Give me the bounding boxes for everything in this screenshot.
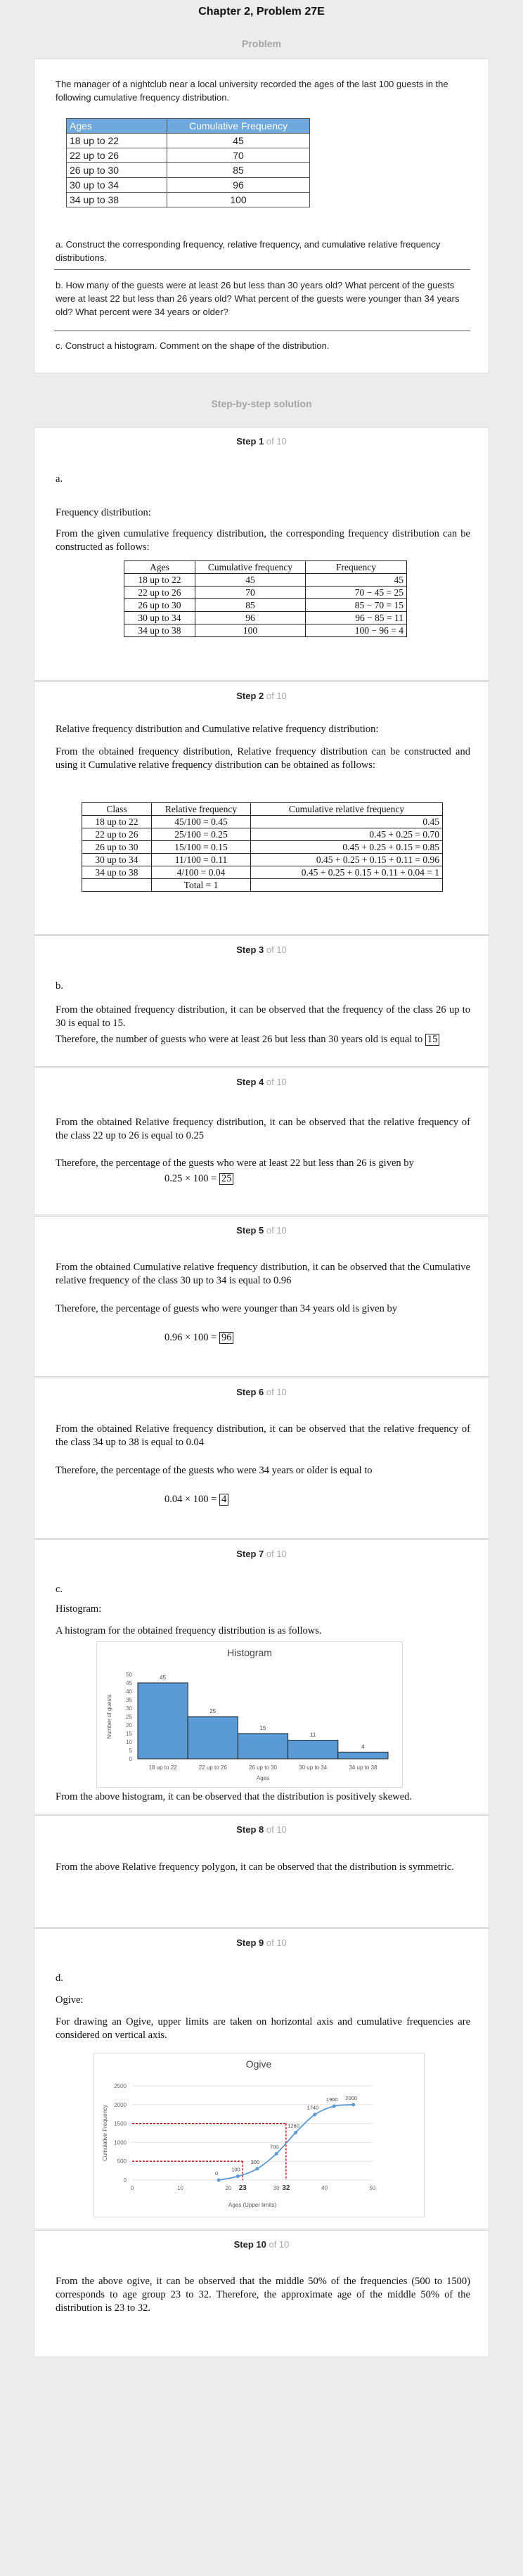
ogive-data-label: 1960: [325, 2096, 338, 2103]
ogive-data-label: 2000: [345, 2094, 357, 2101]
table-header: Frequency: [306, 561, 407, 574]
ogive-data-label: 700: [269, 2144, 279, 2151]
step-text: From the above ogive, it can be observed that the middle 50% of the frequencies (500 to 1500) corresponds to age group 23 to 32. Therefore, the approximate age of the middle 50% of the distribution is 23 to 32.: [56, 2276, 470, 2314]
table-cell: 4/100 = 0.04: [152, 866, 251, 879]
histogram-bar: [138, 1683, 188, 1759]
table-header: Ages: [124, 561, 195, 574]
cumulative-frequency-table: [66, 118, 310, 207]
frequency-table: [124, 560, 407, 637]
step-heading: Ogive:: [56, 1994, 84, 2006]
ogive-point: [275, 2152, 278, 2155]
table-cell: 45: [306, 574, 407, 587]
y-tick-label: 20: [126, 1722, 132, 1729]
bar-data-label: 15: [259, 1725, 266, 1731]
step-text: From the above histogram, it can be observed that the distribution is positively skewed.: [56, 1791, 413, 1802]
step-3: [34, 935, 489, 1067]
x-tick-label: 50: [369, 2185, 376, 2191]
y-tick-label: 1500: [114, 2120, 127, 2127]
divider: [54, 269, 470, 270]
table-row: [82, 879, 443, 892]
table-row: [124, 587, 407, 599]
table-header: Cumulative frequency: [195, 561, 306, 574]
y-axis-title: Number of guests: [106, 1694, 112, 1739]
solution-label: Step-by-step solution: [211, 398, 312, 409]
table-cell: 70 − 45 = 25: [306, 587, 407, 599]
y-tick-label: 15: [126, 1731, 132, 1737]
y-tick-label: 0: [123, 2177, 127, 2184]
table-cell: 96: [167, 178, 310, 193]
bar-data-label: 4: [361, 1743, 365, 1750]
step-text: From the obtained frequency distribution, Relative frequency distribution can be constructed and using it Cumulative relative frequency distribution can be obtained as follows:: [56, 746, 470, 771]
answer-box: 96: [219, 1332, 234, 1344]
table-cell: 22 up to 26: [67, 148, 167, 163]
step-text: From the obtained Cumulative relative frequency distribution, it can be observed that the Cumulative relative frequency of the class 30 up to 34 is equal to 0.96: [56, 1262, 470, 1286]
table-cell: 0.45 + 0.25 + 0.15 + 0.11 = 0.96: [251, 854, 443, 866]
table-cell: 45/100 = 0.45: [152, 816, 251, 828]
ogive-svg: [94, 2053, 424, 2217]
step-text: From the obtained Relative frequency distribution, it can be observed that the relative frequency of the class 34 up to 38 is equal to 0.04: [56, 1423, 470, 1448]
answer-box: 15: [425, 1034, 440, 1046]
table-row: [82, 816, 443, 828]
ogive-point: [236, 2174, 240, 2178]
ogive-chart: [93, 2053, 425, 2217]
step-header: Step 3 of 10: [236, 944, 287, 955]
table-cell: 70: [167, 148, 310, 163]
problem-part-b: b. How many of the guests were at least 26 but less than 30 years old? What percent of the guests were at least 22 but less than 26 years old? What percent of the guests were younger than 34 years old? What percent were 34 years or older?: [56, 280, 460, 317]
relative-frequency-table: [82, 802, 443, 892]
table-cell: 45: [195, 574, 306, 587]
table-cell: 0.45 + 0.25 = 0.70: [251, 828, 443, 841]
histogram-svg: [97, 1642, 402, 1787]
table-cell: 0.45 + 0.25 + 0.15 + 0.11 + 0.04 = 1: [251, 866, 443, 879]
table-header: Ages: [67, 119, 167, 134]
step-conclusion: Therefore, the number of guests who were at least 26 but less than 30 years old is equal to 15: [56, 1033, 470, 1046]
x-tick-label: 40: [321, 2185, 328, 2191]
answer-box: 4: [219, 1494, 228, 1506]
step-heading: Histogram:: [56, 1603, 102, 1615]
part-label: a.: [56, 473, 63, 485]
table-row: [67, 163, 310, 178]
reference-x-label: 23: [238, 2184, 247, 2192]
step-text: Therefore, the percentage of the guests who were at least 22 but less than 26 is given by: [56, 1158, 414, 1169]
step-4: [34, 1068, 489, 1215]
step-10: [34, 2230, 489, 2357]
ogive-data-label: 1260: [288, 2122, 299, 2129]
table-row: [67, 178, 310, 193]
x-category-label: 18 up to 22: [148, 1764, 177, 1771]
x-tick-label: 30: [273, 2185, 280, 2191]
y-tick-label: 10: [126, 1739, 132, 1745]
table-header: Cumulative Frequency: [167, 119, 310, 134]
table-cell: 96: [195, 612, 306, 624]
problem-label: Problem: [241, 38, 281, 49]
table-cell: 22 up to 26: [124, 587, 195, 599]
table-cell: 96 − 85 = 11: [306, 612, 407, 624]
table-cell: 25/100 = 0.25: [152, 828, 251, 841]
y-tick-label: 45: [126, 1680, 132, 1686]
table-cell: 26 up to 30: [124, 599, 195, 612]
step-formula: 0.96 × 100 = 96: [164, 1331, 233, 1345]
histogram-bar: [338, 1752, 388, 1759]
step-formula: 0.04 × 100 = 4: [164, 1493, 228, 1506]
table-row: [82, 866, 443, 879]
step-text: Therefore, the percentage of the guests who were 34 years or older is equal to: [56, 1465, 373, 1476]
y-tick-label: 35: [126, 1697, 132, 1703]
table-cell: 85 − 70 = 15: [306, 599, 407, 612]
y-tick-label: 1000: [114, 2139, 127, 2146]
ogive-data-label: 300: [250, 2158, 260, 2165]
step-text: Therefore, the percentage of guests who were younger than 34 years old is given by: [56, 1303, 397, 1314]
histogram-chart: [96, 1641, 403, 1788]
problem-part-c: c. Construct a histogram. Comment on the shape of the distribution.: [56, 340, 330, 351]
x-category-label: 26 up to 30: [248, 1764, 278, 1771]
step-text: From the obtained frequency distribution, it can be observed that the frequency of the class 26 up to 30 is equal to 15.: [56, 1004, 470, 1029]
x-axis-title: Ages: [256, 1775, 270, 1781]
chart-title: Histogram: [227, 1647, 272, 1658]
x-axis-title: Ages (Upper limits): [228, 2202, 277, 2208]
y-tick-label: 40: [126, 1689, 132, 1695]
table-cell: 26 up to 30: [67, 163, 167, 178]
table-cell: 70: [195, 587, 306, 599]
table-cell: 18 up to 22: [124, 574, 195, 587]
table-row: [67, 134, 310, 148]
ogive-point: [294, 2131, 297, 2134]
y-tick-label: 50: [126, 1672, 132, 1678]
table-cell: 15/100 = 0.15: [152, 841, 251, 854]
table-row: [124, 624, 407, 637]
ogive-point: [313, 2113, 316, 2116]
table-cell: 18 up to 22: [82, 816, 152, 828]
histogram-bar: [288, 1741, 338, 1759]
page-title: Chapter 2, Problem 27E: [198, 6, 325, 18]
ogive-point: [332, 2104, 336, 2108]
histogram-bar: [188, 1717, 238, 1759]
step-7: [34, 1539, 489, 1814]
table-cell: 85: [167, 163, 310, 178]
table-row: [82, 828, 443, 841]
step-2: [34, 681, 489, 935]
step-header: Step 7 of 10: [236, 1549, 287, 1559]
table-row: [124, 574, 407, 587]
step-header: Step 2 of 10: [236, 691, 287, 701]
problem-part-a: a. Construct the corresponding frequency, relative frequency, and cumulative relative frequency distributions.: [56, 239, 441, 263]
step-formula: 0.25 × 100 = 25: [164, 1172, 233, 1186]
table-cell: 26 up to 30: [82, 841, 152, 854]
ogive-point: [217, 2179, 221, 2182]
table-cell: 0.45 + 0.25 + 0.15 = 0.85: [251, 841, 443, 854]
ogive-point: [351, 2103, 355, 2106]
step-header: Step 9 of 10: [236, 1937, 287, 1948]
part-label: b.: [56, 980, 63, 992]
part-label: c.: [56, 1584, 63, 1595]
table-cell: 11/100 = 0.11: [152, 854, 251, 866]
table-cell: 45: [167, 134, 310, 148]
table-cell: [251, 879, 443, 892]
table-header: Relative frequency: [152, 803, 251, 816]
ogive-data-label: 1740: [306, 2104, 319, 2111]
table-row: [124, 612, 407, 624]
step-text: From the obtained Relative frequency distribution, it can be observed that the relative frequency of the class 22 up to 26 is equal to 0.25: [56, 1117, 470, 1141]
table-cell: 22 up to 26: [82, 828, 152, 841]
table-header: Class: [82, 803, 152, 816]
table-cell: 100 − 96 = 4: [306, 624, 407, 637]
table-header: Cumulative relative frequency: [251, 803, 443, 816]
table-row: [124, 599, 407, 612]
step-9: [34, 1928, 489, 2229]
bar-data-label: 45: [160, 1674, 167, 1681]
table-cell: 18 up to 22: [67, 134, 167, 148]
total-cell: Total = 1: [152, 879, 251, 892]
step-header: Step 5 of 10: [236, 1225, 287, 1236]
step-heading: Relative frequency distribution and Cumulative relative frequency distribution:: [56, 724, 379, 735]
table-cell: 30 up to 34: [124, 612, 195, 624]
x-category-label: 34 up to 38: [349, 1764, 377, 1771]
bar-data-label: 11: [310, 1731, 316, 1738]
y-tick-label: 30: [126, 1705, 132, 1712]
part-label: d.: [56, 1973, 63, 1984]
step-5: [34, 1216, 489, 1377]
y-tick-label: 2000: [114, 2101, 127, 2108]
step-text: A histogram for the obtained frequency distribution is as follows.: [56, 1625, 322, 1636]
x-category-label: 22 up to 26: [198, 1764, 227, 1771]
bar-data-label: 25: [209, 1708, 217, 1715]
step-header: Step 4 of 10: [236, 1077, 287, 1087]
step-6: [34, 1378, 489, 1539]
step-1: [34, 427, 489, 681]
y-tick-label: 0: [129, 1756, 132, 1762]
ogive-data-label: 0: [215, 2170, 219, 2177]
step-header: Step 8 of 10: [236, 1824, 287, 1835]
table-cell: 0.45: [251, 816, 443, 828]
x-tick-label: 10: [176, 2185, 183, 2191]
y-axis-title: Cumulative Frequency: [102, 2104, 108, 2162]
histogram-bar: [238, 1734, 288, 1759]
table-row: [67, 148, 310, 163]
step-header: Step 1 of 10: [236, 436, 287, 447]
table-cell: [82, 879, 152, 892]
x-category-label: 30 up to 34: [299, 1764, 328, 1771]
step-header: Step 10 of 10: [233, 2239, 290, 2250]
table-row: [82, 841, 443, 854]
reference-x-label: 32: [282, 2184, 290, 2192]
ogive-data-label: 100: [231, 2166, 240, 2173]
table-cell: 85: [195, 599, 306, 612]
x-tick-label: 20: [225, 2185, 232, 2191]
table-cell: 34 up to 38: [82, 866, 152, 879]
step-header: Step 6 of 10: [236, 1387, 287, 1397]
table-row: [67, 193, 310, 207]
y-tick-label: 5: [129, 1748, 132, 1754]
y-tick-label: 2500: [114, 2083, 127, 2089]
table-cell: 30 up to 34: [82, 854, 152, 866]
step-text: For drawing an Ogive, upper limits are taken on horizontal axis and cumulative frequencies are considered on vertical axis.: [56, 2016, 470, 2041]
ogive-point: [255, 2167, 259, 2170]
table-cell: 30 up to 34: [67, 178, 167, 193]
y-tick-label: 25: [126, 1714, 132, 1720]
chart-title: Ogive: [245, 2058, 272, 2070]
table-row: [82, 854, 443, 866]
x-tick-label: 0: [130, 2185, 134, 2191]
table-cell: 100: [167, 193, 310, 207]
answer-box: 25: [219, 1173, 234, 1185]
step-text: From the above Relative frequency polygon, it can be observed that the distribution is symmetric.: [56, 1861, 454, 1873]
y-tick-label: 500: [117, 2158, 127, 2165]
step-text: From the given cumulative frequency distribution, the corresponding frequency distribution can be constructed as follows:: [56, 528, 470, 553]
table-cell: 100: [195, 624, 306, 637]
step-8: [34, 1815, 489, 1928]
problem-card: [34, 58, 489, 373]
table-cell: 34 up to 38: [67, 193, 167, 207]
step-heading: Frequency distribution:: [56, 507, 151, 518]
table-cell: 34 up to 38: [124, 624, 195, 637]
problem-intro: The manager of a nightclub near a local university recorded the ages of the last 100 guests in the following cumulative frequency distribution.: [56, 79, 448, 103]
